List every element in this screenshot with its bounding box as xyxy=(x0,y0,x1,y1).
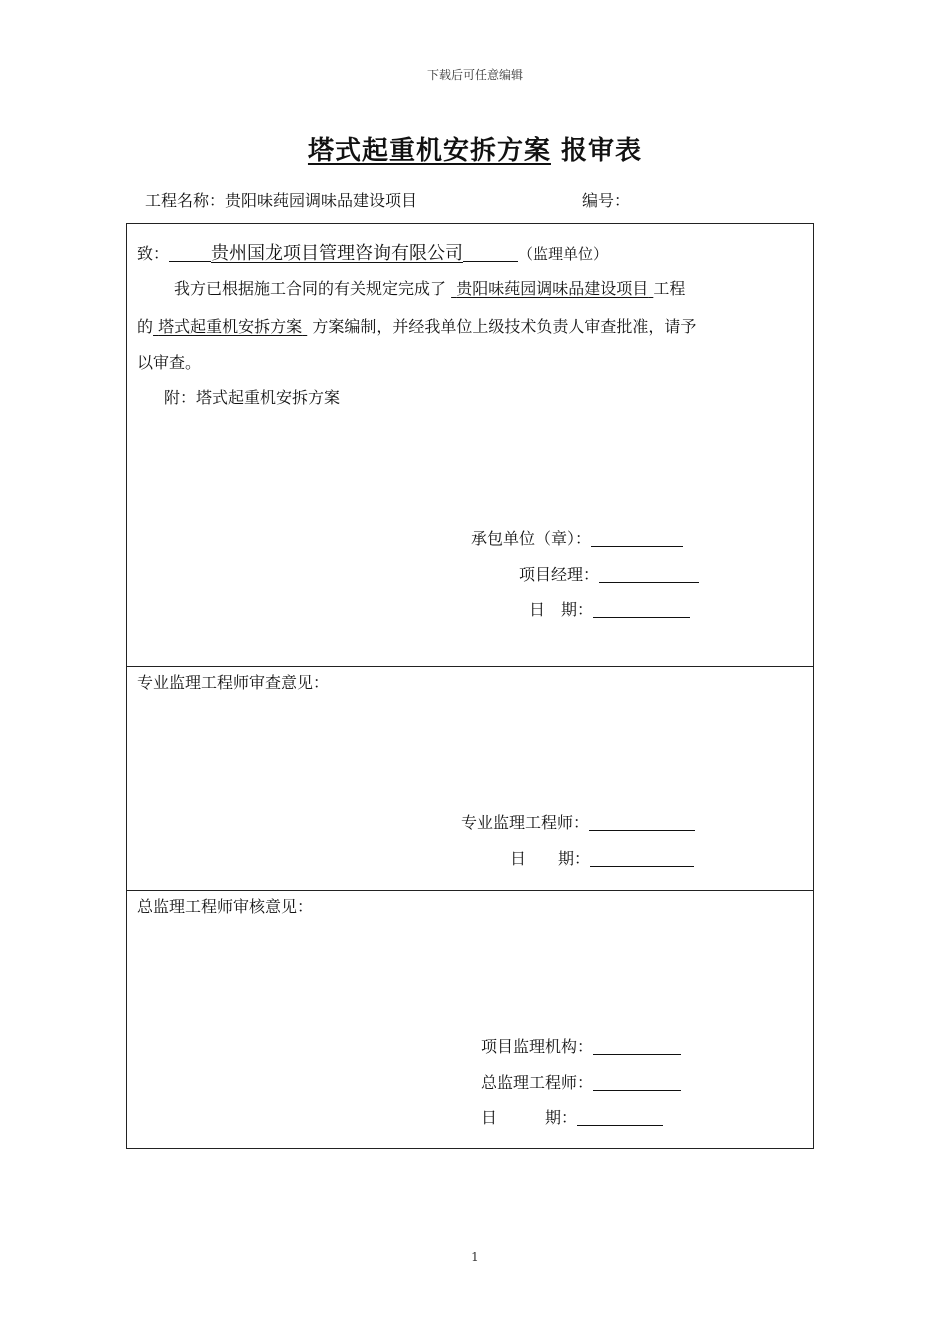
paragraph-text: 的 xyxy=(137,317,154,336)
chief-opinion-heading: 总监理工程师审核意见： xyxy=(137,897,314,916)
date-blank xyxy=(590,865,694,867)
contractor-signature-row xyxy=(471,526,683,549)
paragraph-text: 工程 xyxy=(653,279,686,298)
title-main: 塔式起重机安拆方案 xyxy=(307,136,551,166)
title-suffix: 报审表 xyxy=(561,136,643,166)
org-label: 项目监理机构： xyxy=(481,1037,594,1056)
manager-label: 项目经理： xyxy=(519,565,600,584)
project-name-label: 工程名称： xyxy=(145,191,226,210)
contractor-blank xyxy=(591,545,683,547)
supervision-unit-name: 贵州国龙项目管理咨询有限公司 xyxy=(211,243,464,264)
paragraph-line-2 xyxy=(137,314,696,337)
project-name: 贵阳味莼园调味品建设项目 xyxy=(225,191,418,210)
date-row-1 xyxy=(529,597,690,620)
chief-blank xyxy=(593,1089,681,1091)
date-blank xyxy=(593,616,690,618)
to-label: 致： xyxy=(137,244,170,263)
paragraph-line-3: 以审查。 xyxy=(137,353,202,372)
section-divider-1 xyxy=(126,666,814,667)
project-name-row xyxy=(145,188,417,211)
date-label: 日 期： xyxy=(529,600,594,619)
manager-signature-row xyxy=(519,562,699,585)
page-title xyxy=(0,130,950,167)
paragraph-project-name: 贵阳味莼园调味品建设项目 xyxy=(456,279,649,298)
page-number: 1 xyxy=(471,1250,479,1264)
to-suffix: （监理单位） xyxy=(518,245,609,263)
specialist-blank xyxy=(589,829,695,831)
date-label: 日 期： xyxy=(510,849,591,868)
paragraph-scheme-name: 塔式起重机安拆方案 xyxy=(158,317,303,336)
date-blank xyxy=(577,1124,663,1126)
org-signature-row xyxy=(481,1034,681,1057)
date-row-3 xyxy=(481,1105,663,1128)
paragraph-line-1 xyxy=(174,276,685,299)
contractor-label: 承包单位（章）： xyxy=(471,529,592,548)
attachment-note: 附：塔式起重机安拆方案 xyxy=(164,388,341,407)
section-divider-2 xyxy=(126,890,814,891)
manager-blank xyxy=(599,581,699,583)
specialist-label: 专业监理工程师： xyxy=(461,813,590,832)
specialist-opinion-heading: 专业监理工程师审查意见： xyxy=(137,673,330,692)
to-blank-left xyxy=(169,260,211,262)
to-line xyxy=(137,239,608,265)
paragraph-text: 我方已根据施工合同的有关规定完成了 xyxy=(174,279,447,298)
chief-signature-row xyxy=(481,1070,681,1093)
date-row-2 xyxy=(510,846,694,869)
org-blank xyxy=(593,1053,681,1055)
chief-label: 总监理工程师： xyxy=(481,1073,594,1092)
specialist-signature-row xyxy=(461,810,695,833)
header-note: 下载后可任意编辑 xyxy=(426,68,523,82)
date-label: 日 期： xyxy=(481,1108,578,1127)
paragraph-text: 方案编制，并经我单位上级技术负责人审查批准，请予 xyxy=(312,317,697,336)
to-blank-right xyxy=(463,260,518,262)
number-label: 编号： xyxy=(582,191,631,210)
